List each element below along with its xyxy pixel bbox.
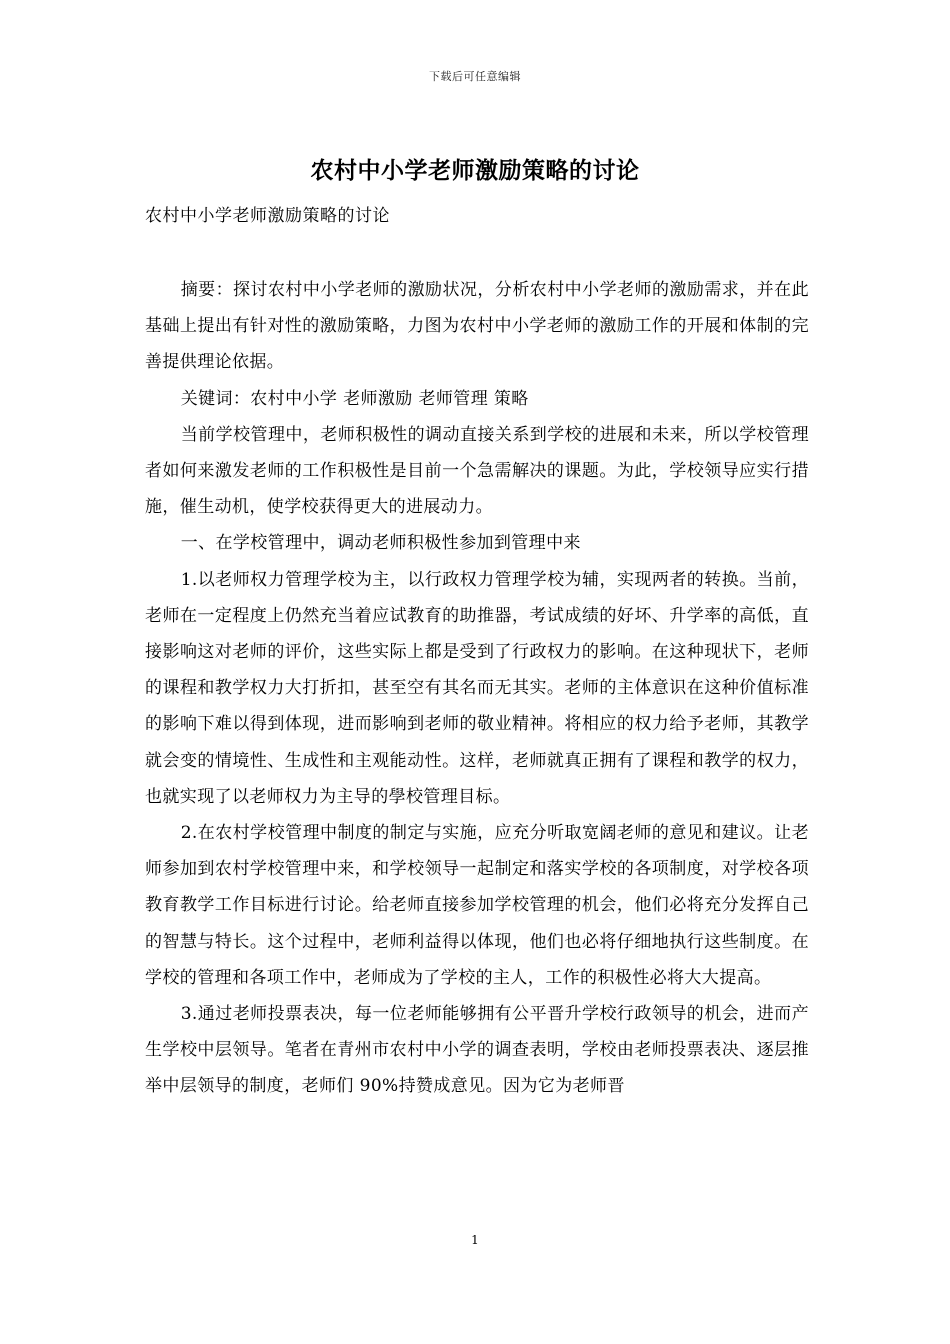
- body-text: [145, 272, 809, 1105]
- document-title: 农村中小学老师激励策略的讨论: [310, 157, 640, 184]
- keywords-paragraph: 关键词：农村中小学 老师激励 老师管理 策略: [180, 388, 529, 409]
- intro-paragraph: 当前学校管理中，老师积极性的调动直接关系到学校的进展和未来，所以学校管理者如何来激发老师的工作积极性是目前一个急需解决的课题。为此，学校领导应实行措施，催生动机，使学校获得更大的进展动力。: [145, 424, 809, 518]
- abstract-paragraph: 摘要：探讨农村中小学老师的激励状况，分析农村中小学老师的激励需求，并在此基础上提出有针对性的激励策略，力图为农村中小学老师的激励工作的开展和体制的完善提供理论依据。: [145, 280, 809, 373]
- document-subtitle: 农村中小学老师激励策略的讨论: [145, 206, 390, 226]
- header-note: 下载后可任意编辑: [429, 70, 521, 83]
- point-1-paragraph: 1.以老师权力管理学校为主，以行政权力管理学校为辅，实现两者的转换。当前，老师在一定程度上仍然充当着应试教育的助推器，考试成绩的好坏、升学率的高低，直接影响这对老师的评价，这些实际上都是受到了行政权力的影响。在这种现状下，老师的课程和教学权力大打折扣，甚至空有其名而无其实。老师的主体意识在这种价值标准的影响下难以得到体现，进而影响到老师的敬业精神。将相应的权力给予老师，其教学就会变的情境性、生成性和主观能动性。这样，老师就真正拥有了课程和教学的权力，也就实现了以老师权力为主导的學校管理目标。: [145, 569, 809, 807]
- point-2-paragraph: 2.在农村学校管理中制度的制定与实施，应充分听取宽阔老师的意见和建议。让老师参加到农村学校管理中来，和学校领导一起制定和落实学校的各项制度，对学校各项教育教学工作目标进行讨论。给老师直接参加学校管理的机会，他们必将充分发挥自己的智慧与特长。这个过程中，老师利益得以体现，他们也必将仔细地执行这些制度。在学校的管理和各项工作中，老师成为了学校的主人，工作的积极性必将大大提高。: [145, 823, 809, 988]
- section-heading: 一、在学校管理中，调动老师积极性参加到管理中来: [180, 533, 581, 554]
- page-number: 1: [471, 1233, 479, 1247]
- point-3-paragraph: 3.通过老师投票表决，每一位老师能够拥有公平晋升学校行政领导的机会，进而产生学校中层领导。笔者在青州市农村中小学的调查表明，学校由老师投票表决、逐层推举中层领导的制度，老师们 90%持赞成意见。因为它为老师晋: [145, 1004, 809, 1097]
